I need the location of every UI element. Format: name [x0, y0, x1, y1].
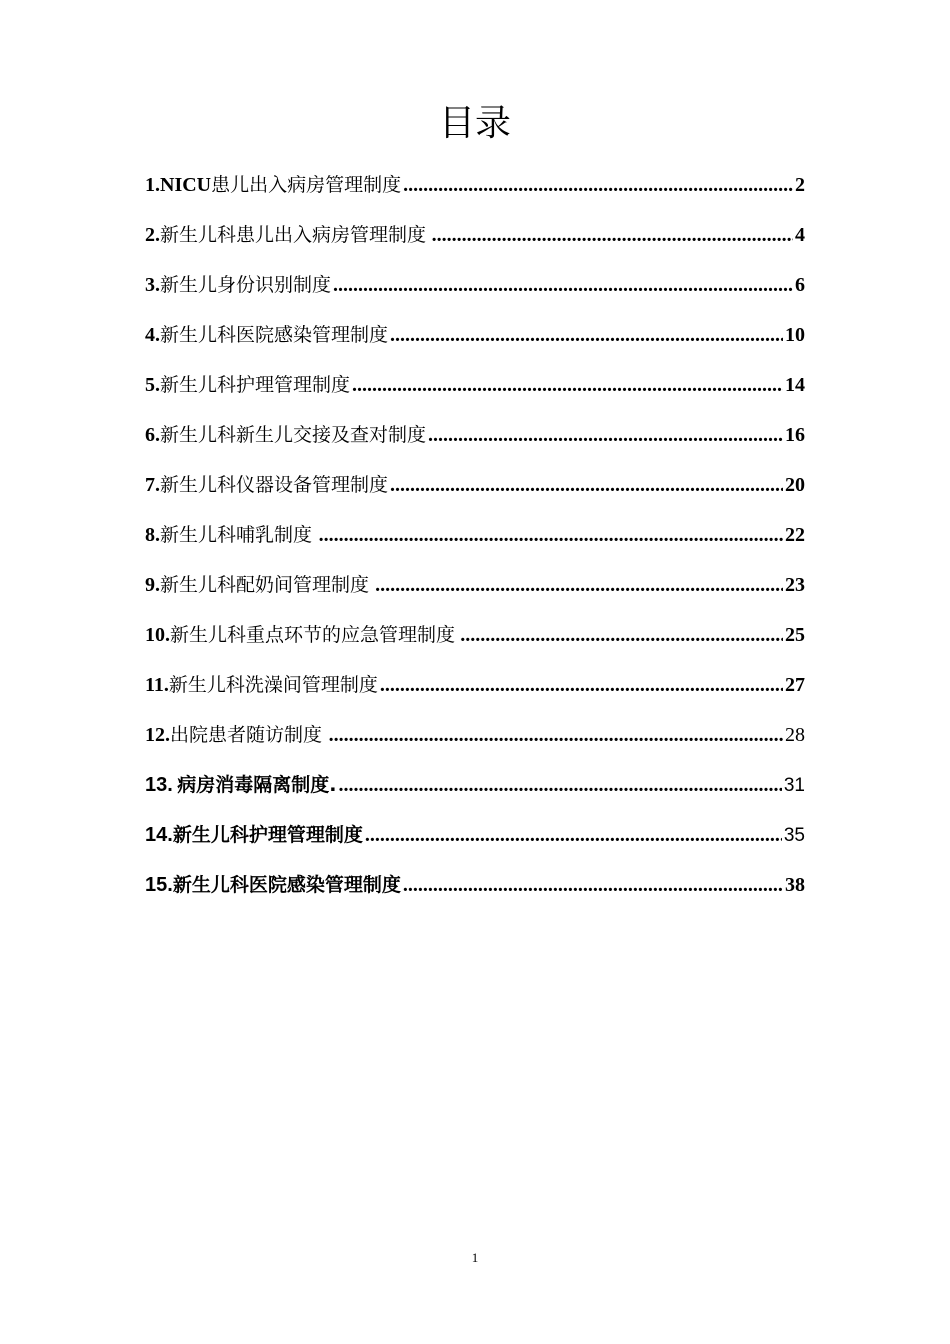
toc-entry-number: 8. [145, 524, 160, 546]
toc-entry-page: 14 [785, 374, 805, 396]
toc-entry-title: 新生儿科洗澡间管理制度 [168, 674, 378, 696]
toc-entry-page: 35 [783, 825, 805, 846]
toc-entry-number: 7. [145, 474, 160, 496]
dot-leader [319, 510, 783, 560]
toc-entry-number: 13. [145, 774, 173, 796]
toc-entry-15[interactable] [145, 860, 805, 910]
dot-leader [380, 660, 783, 710]
toc-entry-6[interactable] [145, 410, 805, 460]
toc-entry-title: 病房消毒隔离制度. [177, 774, 337, 796]
toc-entry-title: 新生儿科护理管理制度 [160, 374, 351, 396]
dot-leader [352, 360, 783, 410]
toc-entry-page: 25 [785, 624, 805, 646]
toc-entry-title: 新生儿科仪器设备管理制度 [160, 474, 389, 496]
dot-leader [390, 310, 783, 360]
toc-entry-number: 9. [145, 574, 160, 596]
toc-entry-title: 新生儿科哺乳制度 [160, 524, 313, 546]
toc-entry-title: 新生儿科重点环节的应急管理制度 [170, 624, 456, 646]
dot-leader [338, 760, 781, 810]
dot-leader [365, 810, 782, 860]
toc-entry-page: 4 [795, 224, 805, 246]
toc-entry-title: 新生儿科配奶间管理制度 [160, 574, 370, 596]
toc-entry-9[interactable] [145, 560, 805, 610]
toc-entry-number: 14. [145, 824, 173, 846]
toc-entry-page: 28 [785, 724, 805, 746]
toc-entry-14[interactable] [145, 810, 805, 860]
table-of-contents [145, 160, 805, 910]
toc-entry-page: 31 [783, 775, 805, 796]
toc-entry-13[interactable] [145, 760, 805, 810]
dot-leader [375, 560, 783, 610]
toc-entry-page: 20 [785, 474, 805, 496]
toc-entry-page: 27 [785, 674, 805, 696]
dot-leader [460, 610, 783, 660]
toc-entry-number: 6. [145, 424, 160, 446]
footer-page-number: 1 [471, 1250, 479, 1265]
toc-entry-page: 16 [785, 424, 805, 446]
toc-entry-title: 新生儿身份识别制度 [160, 274, 332, 296]
toc-entry-number: 3. [145, 274, 160, 296]
toc-entry-page: 22 [785, 524, 805, 546]
dot-leader [329, 710, 783, 760]
dot-leader [333, 260, 793, 310]
dot-leader [432, 210, 793, 260]
toc-entry-10[interactable] [145, 610, 805, 660]
toc-entry-page: 2 [795, 174, 805, 196]
toc-entry-1[interactable] [145, 160, 805, 210]
toc-entry-number: 2. [145, 224, 160, 246]
toc-entry-number: 5. [145, 374, 160, 396]
toc-entry-title: 新生儿科医院感染管理制度 [172, 874, 401, 896]
toc-entry-number: 11. [145, 674, 169, 696]
toc-entry-11[interactable] [145, 660, 805, 710]
dot-leader [403, 860, 783, 910]
toc-entry-prefix: NICU [160, 174, 212, 196]
dot-leader [390, 460, 783, 510]
toc-entry-5[interactable] [145, 360, 805, 410]
toc-entry-7[interactable] [145, 460, 805, 510]
toc-entry-title: 新生儿科新生儿交接及查对制度 [160, 424, 427, 446]
toc-entry-number: 4. [145, 324, 160, 346]
toc-entry-number: 10. [145, 624, 170, 646]
toc-entry-page: 6 [795, 274, 805, 296]
toc-entry-number: 1. [145, 174, 160, 196]
dot-leader [403, 160, 793, 210]
toc-entry-3[interactable] [145, 260, 805, 310]
page-title: 目录 [438, 103, 511, 144]
toc-entry-page: 23 [785, 574, 805, 596]
toc-entry-title: 患儿出入病房管理制度 [211, 174, 402, 196]
toc-entry-2[interactable] [145, 210, 805, 260]
toc-entry-number: 15. [145, 874, 173, 896]
toc-entry-title: 新生儿科患儿出入病房管理制度 [160, 224, 427, 246]
toc-entry-title: 新生儿科医院感染管理制度 [160, 324, 389, 346]
dot-leader [428, 410, 783, 460]
toc-entry-4[interactable] [145, 310, 805, 360]
toc-entry-page: 38 [785, 874, 805, 896]
toc-entry-title: 新生儿科护理管理制度 [172, 824, 363, 846]
toc-entry-title: 出院患者随访制度 [170, 724, 323, 746]
toc-entry-number: 12. [145, 724, 170, 746]
toc-entry-12[interactable] [145, 710, 805, 760]
toc-entry-8[interactable] [145, 510, 805, 560]
toc-entry-page: 10 [785, 324, 805, 346]
